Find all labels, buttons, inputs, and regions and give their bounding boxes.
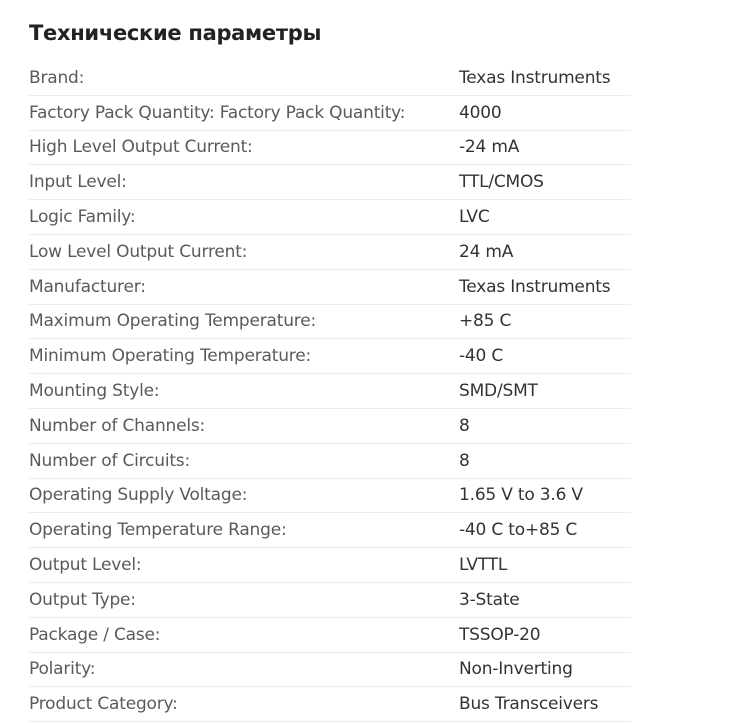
param-value: 4000 bbox=[459, 96, 631, 131]
param-value: LVC bbox=[459, 200, 631, 235]
param-label: Factory Pack Quantity: Factory Pack Quantity: bbox=[29, 96, 459, 131]
param-label: Input Level: bbox=[29, 165, 459, 200]
param-row bbox=[29, 96, 631, 131]
param-label: Number of Channels: bbox=[29, 409, 459, 444]
param-value: Non-Inverting bbox=[459, 653, 631, 688]
param-value: 3-State bbox=[459, 583, 631, 618]
param-label: Brand: bbox=[29, 61, 459, 96]
param-row bbox=[29, 409, 631, 444]
param-label: Mounting Style: bbox=[29, 374, 459, 409]
param-row bbox=[29, 165, 631, 200]
params-table bbox=[29, 61, 631, 722]
param-row bbox=[29, 200, 631, 235]
param-label: Low Level Output Current: bbox=[29, 235, 459, 270]
param-row bbox=[29, 479, 631, 514]
param-row bbox=[29, 339, 631, 374]
param-label: Product Category: bbox=[29, 687, 459, 722]
param-label: Number of Circuits: bbox=[29, 444, 459, 479]
param-label: Package / Case: bbox=[29, 618, 459, 653]
param-value: -40 C bbox=[459, 339, 631, 374]
param-value: Texas Instruments bbox=[459, 61, 631, 96]
param-value: 24 mA bbox=[459, 235, 631, 270]
param-value: 1.65 V to 3.6 V bbox=[459, 479, 631, 514]
param-value: -24 mA bbox=[459, 131, 631, 166]
param-row bbox=[29, 513, 631, 548]
param-label: Polarity: bbox=[29, 653, 459, 688]
param-label: Logic Family: bbox=[29, 200, 459, 235]
param-value: TTL/CMOS bbox=[459, 165, 631, 200]
param-label: Operating Supply Voltage: bbox=[29, 479, 459, 514]
param-label: Output Level: bbox=[29, 548, 459, 583]
param-value: Bus Transceivers bbox=[459, 687, 631, 722]
param-value: 8 bbox=[459, 409, 631, 444]
param-value: +85 C bbox=[459, 305, 631, 340]
param-row bbox=[29, 653, 631, 688]
param-value: LVTTL bbox=[459, 548, 631, 583]
param-row bbox=[29, 444, 631, 479]
param-row bbox=[29, 374, 631, 409]
param-value: -40 C to+85 C bbox=[459, 513, 631, 548]
param-label: Output Type: bbox=[29, 583, 459, 618]
param-row bbox=[29, 131, 631, 166]
param-label: Manufacturer: bbox=[29, 270, 459, 305]
param-value: 8 bbox=[459, 444, 631, 479]
param-label: Operating Temperature Range: bbox=[29, 513, 459, 548]
param-value: SMD/SMT bbox=[459, 374, 631, 409]
param-value: TSSOP-20 bbox=[459, 618, 631, 653]
section-title: Технические параметры bbox=[29, 21, 322, 45]
tech-params-section bbox=[29, 0, 631, 722]
param-label: Minimum Operating Temperature: bbox=[29, 339, 459, 374]
param-row bbox=[29, 548, 631, 583]
param-label: Maximum Operating Temperature: bbox=[29, 305, 459, 340]
param-label: High Level Output Current: bbox=[29, 131, 459, 166]
param-row bbox=[29, 235, 631, 270]
param-row bbox=[29, 687, 631, 722]
param-row bbox=[29, 583, 631, 618]
param-value: Texas Instruments bbox=[459, 270, 631, 305]
param-row bbox=[29, 618, 631, 653]
param-row bbox=[29, 305, 631, 340]
param-row bbox=[29, 61, 631, 96]
param-row bbox=[29, 270, 631, 305]
